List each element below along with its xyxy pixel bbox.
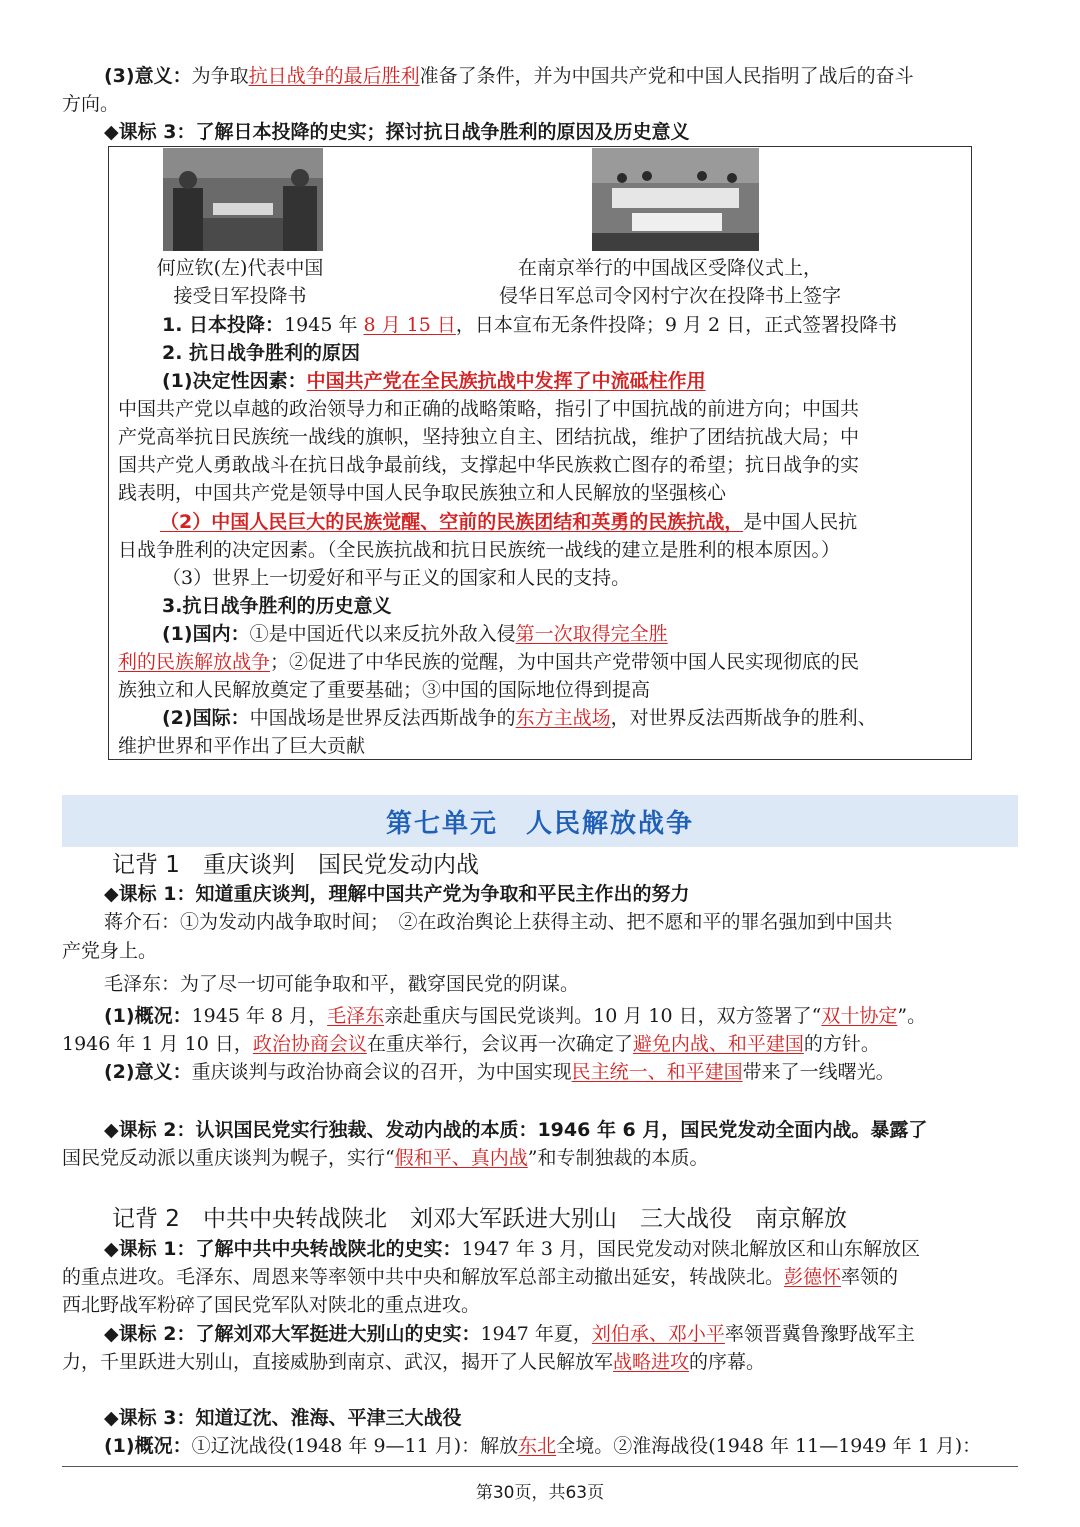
key-term: 民主统一、和平建国 xyxy=(571,1061,743,1083)
memory-point-1-heading: 记背 1 重庆谈判 国民党发动内战 xyxy=(112,852,479,878)
key-term: 刘伯承、邓小平 xyxy=(591,1323,725,1345)
reason-paragraph-4: 践表明，中国共产党是领导中国人民争取民族独立和人民解放的坚强核心 xyxy=(118,482,727,504)
photo-surrender-ceremony-2 xyxy=(592,148,759,251)
significance-label: (3)意义： xyxy=(104,65,192,87)
key-term: 避免内战、和平建国 xyxy=(632,1033,804,1055)
photo1-caption-1: 何应钦(左)代表中国 xyxy=(156,257,324,279)
curriculum-standard-3: ◆课标 3：了解日本投降的史实；探讨抗日战争胜利的原因及历史意义 xyxy=(104,121,690,143)
key-term: 政治协商会议 xyxy=(252,1033,367,1055)
significance-line-1: (3)意义：为争取抗日战争的最后胜利准备了条件，并为中国共产党和中国人民指明了战后的奋斗 xyxy=(104,65,914,87)
m2-curriculum-1-line-3: 西北野战军粉碎了国民党军队对陕北的重点进攻。 xyxy=(62,1294,481,1316)
key-date: 8 月 15 日 xyxy=(363,314,456,336)
m2-curriculum-1-line-2: 的重点进攻。毛泽东、周恩来等率领中共中央和解放军总部主动撤出延安，转战陕北。彭德怀率领的 xyxy=(62,1266,899,1288)
historical-significance-title: 3.抗日战争胜利的历史意义 xyxy=(162,595,392,617)
m2-curriculum-2-line-2: 力，千里跃进大别山，直接威胁到南京、武汉，揭开了人民解放军战略进攻的序幕。 xyxy=(62,1351,766,1373)
unit-title: 第七单元 人民解放战争 xyxy=(385,809,694,839)
photo2-caption-1: 在南京举行的中国战区受降仪式上， xyxy=(517,257,822,279)
key-term: 双十协定 xyxy=(821,1005,898,1027)
key-term: 东方主战场 xyxy=(515,707,611,729)
reason-3-line: （3）世界上一切爱好和平与正义的国家和人民的支持。 xyxy=(162,567,631,589)
key-term: 毛泽东 xyxy=(327,1005,385,1027)
photo-surrender-ceremony-1 xyxy=(163,148,323,251)
reason-paragraph-2: 产党高举抗日民族统一战线的旗帜，坚持独立自主、团结抗战，维护了团结抗战大局；中 xyxy=(118,426,860,448)
m1-significance-line: (2)意义：重庆谈判与政治协商会议的召开，为中国实现民主统一、和平建国带来了一线曙光。 xyxy=(104,1061,895,1083)
jiang-line-2: 产党身上。 xyxy=(62,940,158,962)
m2-overview-line: (1)概况：①辽沈战役(1948 年 9—11 月)：解放东北全境。②淮海战役(1948 年 11—1949 年 1 月)： xyxy=(104,1435,982,1457)
key-term: 利的民族解放战争 xyxy=(118,651,271,673)
japan-surrender-line: 1. 日本投降：1945 年 8 月 15 日，日本宣布无条件投降；9 月 2 日，正式签署投降书 xyxy=(162,314,898,336)
m2-curriculum-3: ◆课标 3：知道辽沈、淮海、平津三大战役 xyxy=(104,1407,462,1429)
m2-curriculum-2-line-1: ◆课标 2：了解刘邓大军挺进大别山的史实：1947 年夏，刘伯承、邓小平率领晋冀鲁豫野战军主 xyxy=(104,1323,915,1345)
page-number: 第30页，共63页 xyxy=(475,1483,605,1503)
jiang-line-1: 蒋介石：①为发动内战争取时间； ②在政治舆论上获得主动、把不愿和平的罪名强加到中国共 xyxy=(104,911,893,933)
key-term: 第一次取得完全胜 xyxy=(515,623,668,645)
significance-line-2: 方向。 xyxy=(62,93,120,115)
domestic-significance-line-3: 族独立和人民解放奠定了重要基础；③中国的国际地位得到提高 xyxy=(118,679,651,701)
m1-overview-line-1: (1)概况：1945 年 8 月，毛泽东亲赴重庆与国民党谈判。10 月 10 日，双方签署了“双十协定”。 xyxy=(104,1005,927,1027)
photo1-caption-2: 接受日军投降书 xyxy=(173,285,307,307)
reason-2-line-b: 日战争胜利的决定因素。（全民族抗战和抗日民族统一战线的建立是胜利的根本原因。） xyxy=(118,539,841,561)
reason-paragraph-1: 中国共产党以卓越的政治领导力和正确的战略策略，指引了中国抗战的前进方向；中国共 xyxy=(118,398,860,420)
footer-divider xyxy=(62,1466,1018,1467)
domestic-significance-line-2: 利的民族解放战争；②促进了中华民族的觉醒，为中国共产党带领中国人民实现彻底的民 xyxy=(118,651,860,673)
reason-paragraph-3: 国共产党人勇敢战斗在抗日战争最前线，支撑起中华民族救亡图存的希望；抗日战争的实 xyxy=(118,454,860,476)
m1-overview-line-2: 1946 年 1 月 10 日，政治协商会议在重庆举行，会议再一次确定了避免内战、和平建国的方针。 xyxy=(62,1033,880,1055)
key-term: 东北 xyxy=(518,1435,557,1457)
m2-curriculum-1-line-1: ◆课标 1：了解中共中央转战陕北的史实：1947 年 3 月，国民党发动对陕北解放区和山东解放区 xyxy=(104,1238,921,1260)
memory-point-2-heading: 记背 2 中共中央转战陕北 刘邓大军跃进大别山 三大战役 南京解放 xyxy=(112,1206,847,1232)
decisive-factor-line: (1)决定性因素：中国共产党在全民族抗战中发挥了中流砥柱作用 xyxy=(162,370,706,392)
domestic-significance-line-1: (1)国内：①是中国近代以来反抗外敌入侵第一次取得完全胜 xyxy=(162,623,668,645)
victory-reasons-title: 2. 抗日战争胜利的原因 xyxy=(162,342,361,364)
mao-line: 毛泽东：为了尽一切可能争取和平，戳穿国民党的阴谋。 xyxy=(104,973,580,995)
reason-2-line: （2）中国人民巨大的民族觉醒、空前的民族团结和英勇的民族抗战，是中国人民抗 xyxy=(160,511,858,533)
m1-curriculum-2-line-2: 国民党反动派以重庆谈判为幌子，实行“假和平、真内战”和专制独裁的本质。 xyxy=(62,1147,709,1169)
photo2-caption-2: 侵华日军总司令冈村宁次在投降书上签字 xyxy=(498,285,841,307)
key-term: （2）中国人民巨大的民族觉醒、空前的民族团结和英勇的民族抗战， xyxy=(160,511,744,533)
key-term: 战略进攻 xyxy=(613,1351,690,1373)
key-term: 彭德怀 xyxy=(784,1266,842,1288)
key-term: 中国共产党在全民族抗战中发挥了中流砥柱作用 xyxy=(306,370,706,392)
m1-curriculum-1: ◆课标 1：知道重庆谈判，理解中国共产党为争取和平民主作出的努力 xyxy=(104,883,690,905)
m1-curriculum-2-line-1: ◆课标 2：认识国民党实行独裁、发动内战的本质：1946 年 6 月，国民党发动全面内战。暴露了 xyxy=(104,1119,928,1141)
key-term: 抗日战争的最后胜利 xyxy=(248,65,420,87)
key-term: 假和平、真内战 xyxy=(394,1147,528,1169)
international-significance-line-1: (2)国际：中国战场是世界反法西斯战争的东方主战场，对世界反法西斯战争的胜利、 xyxy=(162,707,877,729)
international-significance-line-2: 维护世界和平作出了巨大贡献 xyxy=(118,735,366,757)
unit-banner xyxy=(62,795,1018,847)
